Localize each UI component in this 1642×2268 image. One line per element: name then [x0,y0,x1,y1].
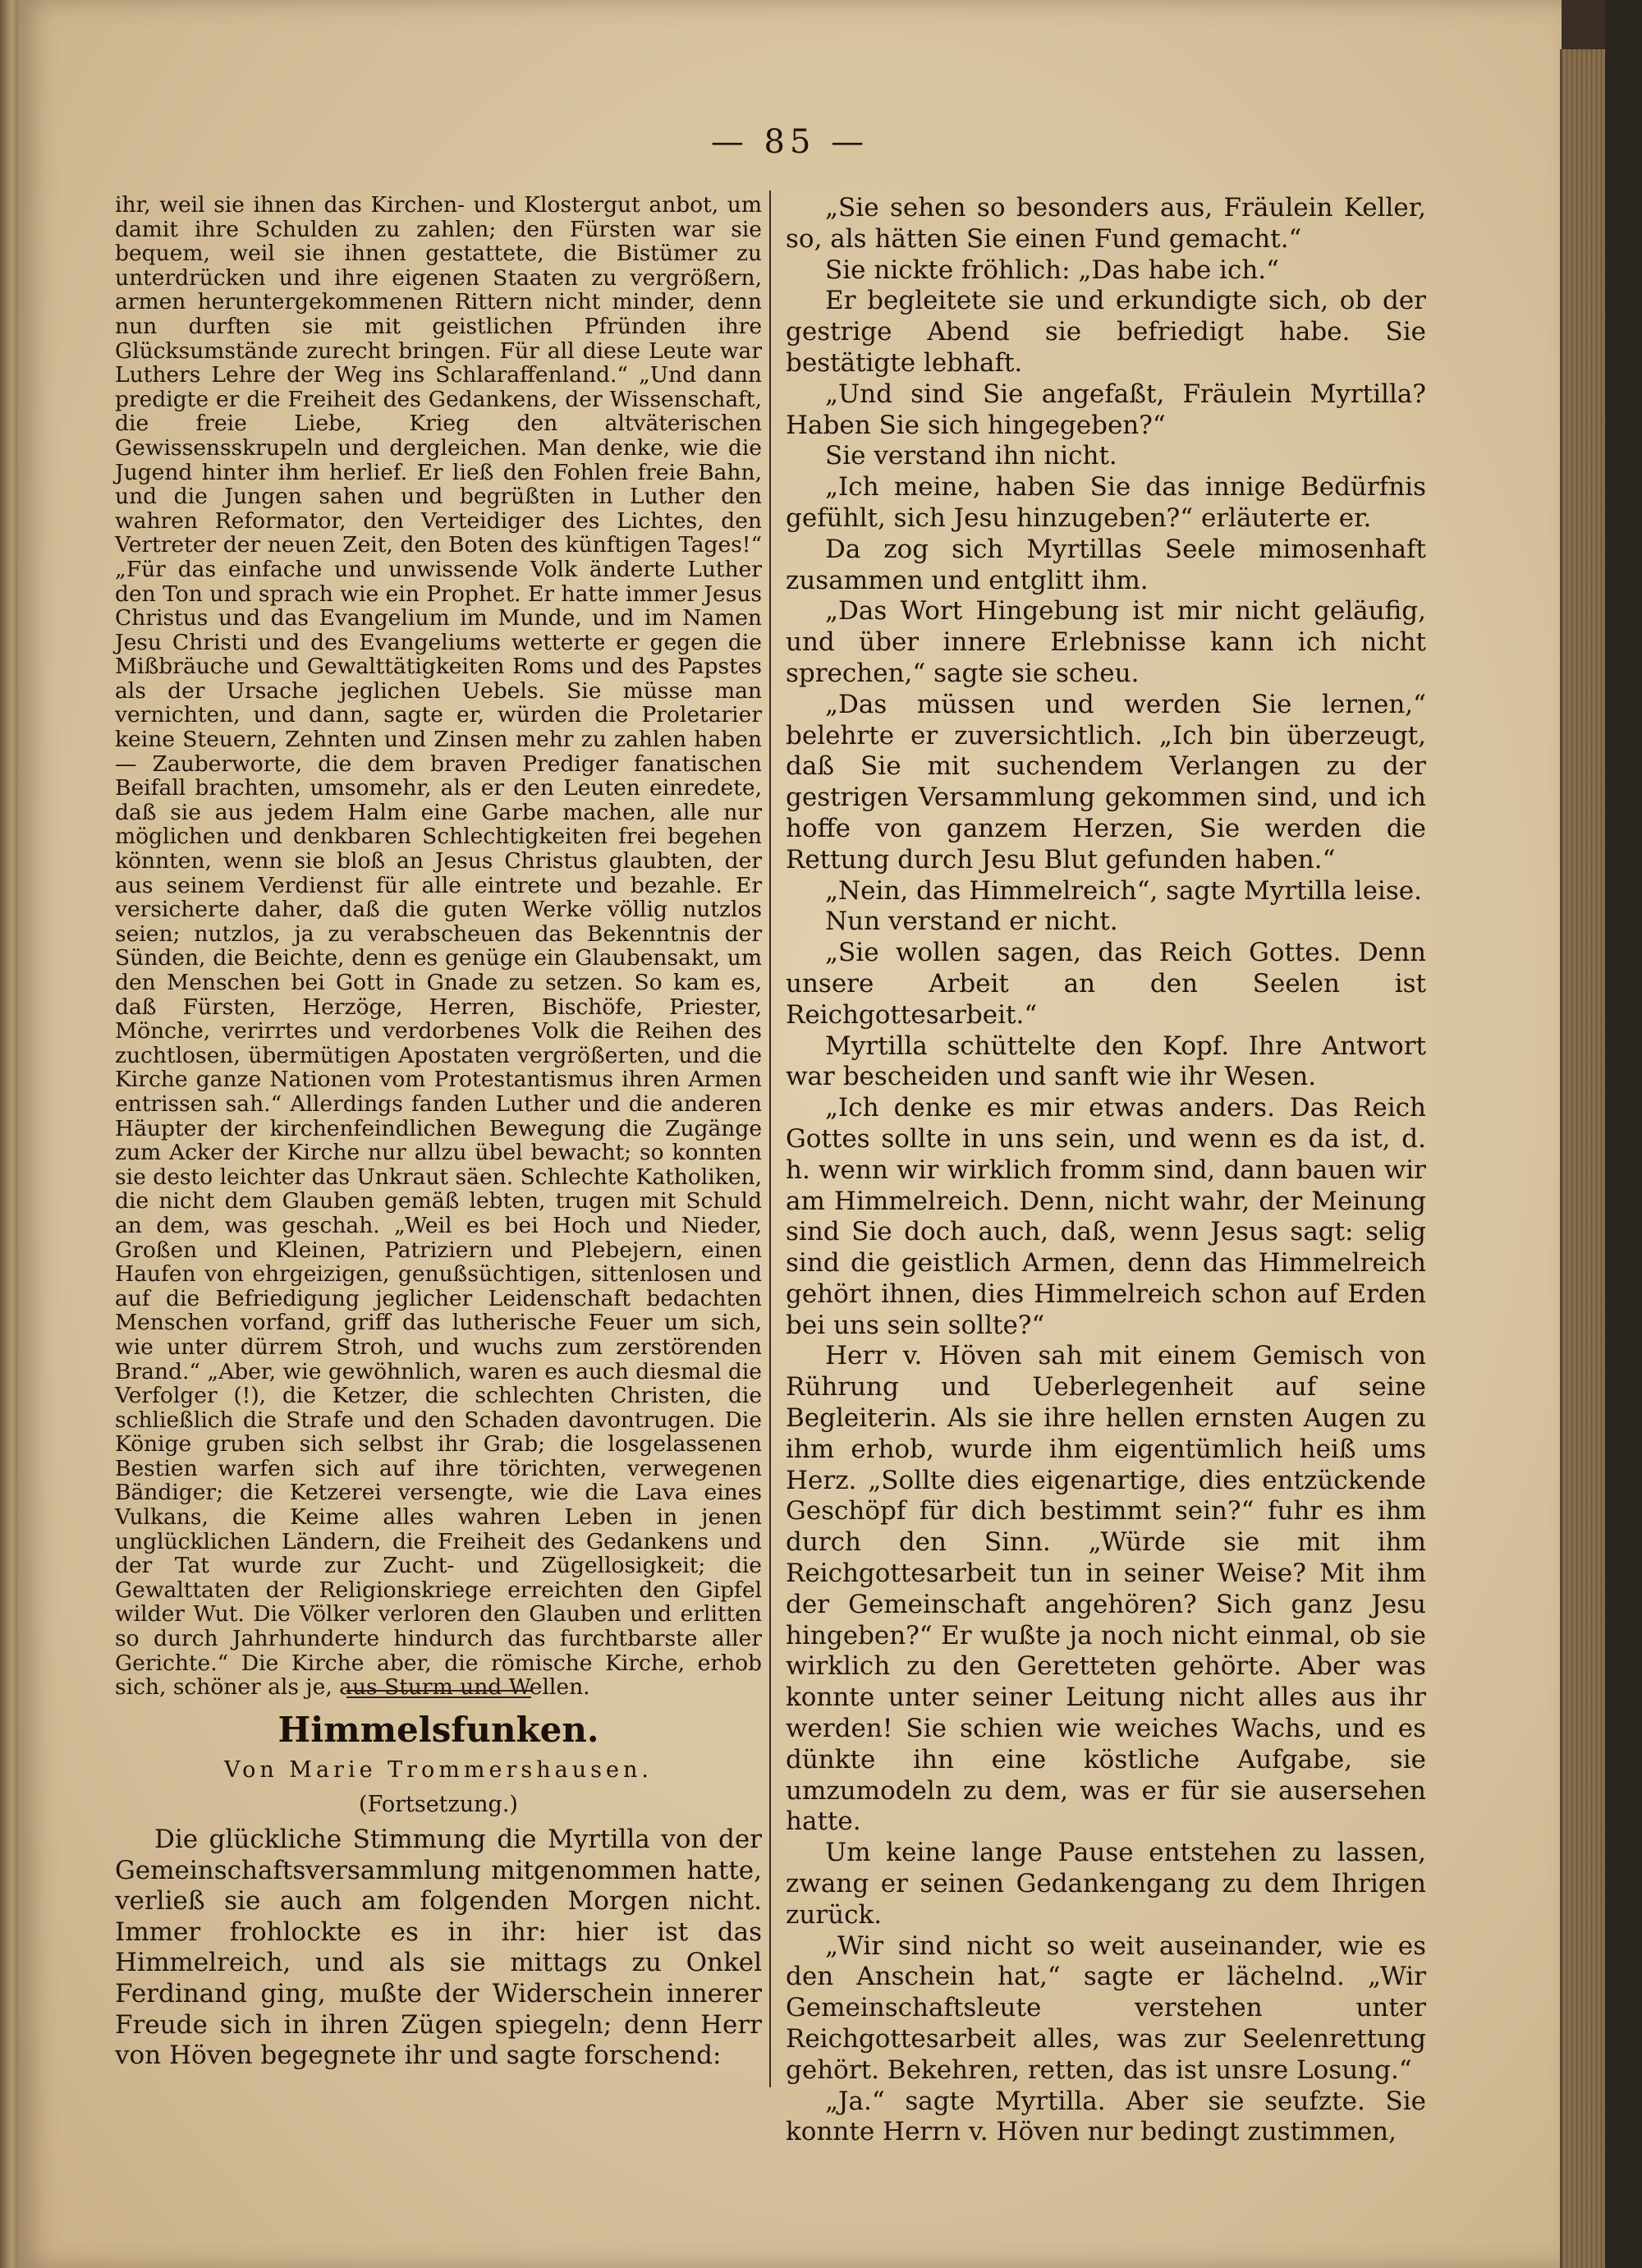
column-divider [769,191,771,2087]
right-paragraph: Nun verstand er nicht. [825,907,1118,937]
right-paragraph: „Das müssen und werden Sie lernen,“ belehrte er zuversichtlich. „Ich bin überzeugt, daß Sie mit suchendem Verlangen zu der gestrigen Versammlung gekommen sind, und ich hoffe von ganzem Herzen, Sie werden die Rettung durch Jesu Blut gefunden haben.“ [786,689,1426,875]
book-page [18,0,1562,2268]
right-paragraph: „Ich denke es mir etwas anders. Das Reich Gottes sollte in uns sein, und wenn es da ist, d. h. wenn wir wirklich fromm sind, dann bauen wir am Himmelreich. Denn, nicht wahr, der Meinung sind Sie doch auch, daß, wenn Jesus sagt: selig sind die geistlich Armen, denn das Himmelreich gehört ihnen, dies Himmelreich schon auf Erden bei uns sein sollte?“ [786,1093,1426,1340]
story-body [115,1825,762,2072]
right-paragraph: Er begleitete sie und erkundigte sich, ob der gestrige Abend sie befriedigt habe. Sie bestätigte lebhaft. [786,286,1426,378]
right-paragraph: Herr v. Höven sah mit einem Gemisch von Rührung und Ueberlegenheit auf seine Begleiterin. Als sie ihre hellen ernsten Augen zu ihm erhob, wurde ihm eigentümlich heiß ums Herz. „Sollte dies eigenartige, dies entzückende Geschöpf für dich bestimmt sein?“ fuhr es ihm durch den Sinn. „Würde sie mit ihm Reichgottesarbeit tun in seiner Weise? Mit ihm der Gemeinschaft angehören? Sich ganz Jesu hingeben?“ Er wußte ja noch nicht einmal, ob sie wirklich zu den Geretteten gehörte. Aber was konnte unter seiner Leitung nicht alles aus ihr werden! Sie schien wie weiches Wachs, und es dünkte ihn eine köstliche Aufgabe, sie umzumodeln zu dem, was er für sie ausersehen hatte. [786,1341,1426,1837]
story-continuation: (Fortsetzung.) [359,1792,518,1817]
right-paragraph: „Wir sind nicht so weit auseinander, wie es den Anschein hat,“ sagte er lächelnd. „Wir Gemeinschaftsleute verstehen unter Reichgottesarbeit alles, was zur Seelenrettung gehört. Bekehren, retten, das ist unsre Losung.“ [786,1931,1426,2085]
right-paragraph: Myrtilla schüttelte den Kopf. Ihre Antwort war bescheiden und sanft wie ihr Wesen. [786,1031,1426,1092]
section-rule [346,1690,531,1698]
story-title: Himmelsfunken. [277,1710,599,1750]
right-paragraph: „Sie wollen sagen, das Reich Gottes. Denn unsere Arbeit an den Seelen ist Reichgottesarbeit.“ [786,938,1426,1030]
right-paragraph: „Ich meine, haben Sie das innige Bedürfnis gefühlt, sich Jesu hinzugeben?“ erläuterte er. [786,472,1426,533]
right-paragraph: Sie verstand ihn nicht. [825,441,1117,471]
left-column [115,193,762,1700]
right-paragraph: „Das Wort Hingebung ist mir nicht geläufig, und über innere Erlebnisse kann ich nicht sprechen,“ sagte sie scheu. [786,596,1426,688]
right-paragraph: Um keine lange Pause entstehen zu lassen, zwang er seinen Gedankengang zu dem Ihrigen zurück. [786,1838,1426,1930]
adjacent-page-edge [0,0,20,2268]
page-number: — 85 — [710,123,869,161]
right-paragraph: Da zog sich Myrtillas Seele mimosenhaft zusammen und entglitt ihm. [786,534,1426,595]
book-cover-edge [1605,0,1642,2268]
right-paragraph: „Nein, das Himmelreich“, sagte Myrtilla leise. [825,875,1422,906]
right-paragraph: „Und sind Sie angefaßt, Fräulein Myrtilla? Haben Sie sich hingegeben?“ [786,379,1426,440]
right-paragraph: „Ja.“ sagte Myrtilla. Aber sie seufzte. Sie konnte Herrn v. Höven nur bedingt zustimmen, [786,2086,1426,2147]
right-paragraph: Sie nickte fröhlich: „Das habe ich.“ [825,255,1280,285]
left-paragraph: ihr, weil sie ihnen das Kirchen- und Klostergut anbot, um damit ihre Schulden zu zahlen; den Fürsten war sie bequem, weil sie ihnen gestattete, die Bistümer zu unterdrücken und ihre eigenen Staaten zu vergrößern, armen heruntergekommenen Rittern nicht minder, denn nun durften sie mit geistlichen Pfründen ihre Glücksumstände zurecht bringen. Für all diese Leute war Luthers Lehre der Weg ins Schlaraffenland.“ „Und dann predigte er die Freiheit des Gedankens, der Wissenschaft, die freie Liebe, Krieg den altväterischen Gewissensskrupeln und dergleichen. Man denke, wie die Jugend hinter ihm herlief. Er ließ den Fohlen freie Bahn, und die Jungen sahen und begrüßten in Luther den wahren Reformator, den Verteidiger des Lichtes, den Vertreter der neuen Zeit, den Boten des künftigen Tages!“ „Für das einfache und unwissende Volk änderte Luther den Ton und sprach wie ein Prophet. Er hatte immer Jesus Christus und das Evangelium im Munde, und im Namen Jesu Christi und des Evangeliums wetterte er gegen die Mißbräuche und Gewalttätigkeiten Roms und des Papstes als der Ursache jeglichen Uebels. Sie müsse man vernichten, und dann, sagte er, würden die Proletarier keine Steuern, Zehnten und Zinsen mehr zu zahlen haben — Zauberworte, die dem braven Prediger fanatischen Beifall brachten, umsomehr, als er den Leuten einredete, daß sie aus jedem Halm eine Garbe machen, alle nur möglichen und denkbaren Schlechtigkeiten frei begehen könnten, wenn sie bloß an Jesus Christus glaubten, der aus seinem Verdienst für alle eintrete und bezahle. Er versicherte daher, daß die guten Werke völlig nutzlos seien; nutzlos, ja zu verabscheuen das Bekenntnis der Sünden, die Beichte, denn es genüge ein Glaubensakt, um den Menschen bei Gott in Gnade zu setzen. So kam es, daß Fürsten, Herzöge, Herren, Bischöfe, Priester, Mönche, verirrtes und verdorbenes Volk die Reihen des zuchtlosen, übermütigen Apostaten vergrößerten, und die Kirche ganze Nationen vom Protestantismus ihren Armen entrissen sah.“ Allerdings fanden Luther und die anderen Häupter der kirchenfeindlichen Bewegung die Zugänge zum Acker der Kirche nur allzu übel bewacht; so konnten sie desto leichter das Unkraut säen. Schlechte Katholiken, die nicht dem Glauben gemäß lebten, trugen mit Schuld an dem, was geschah. „Weil es bei Hoch und Nieder, Großen und Kleinen, Patriziern und Plebejern, einen Haufen von ehrgeizigen, genußsüchtigen, sittenlosen und auf die Befriedigung jeglicher Leidenschaft bedachten Menschen vorfand, griff das lutherische Feuer um sich, wie unter dürrem Stroh, und wuchs zum zerstörenden Brand.“ „Aber, wie gewöhnlich, waren es auch diesmal die Verfolger (!), die Ketzer, die schlechten Christen, die schließlich die Strafe und den Schaden davontrugen. Die Könige gruben sich selbst ihr Grab; die losgelassenen Bestien warfen sich auf ihre törichten, verwegenen Bändiger; die Ketzerei versengte, wie die Lava eines Vulkans, die Keime alles wahren Leben in jenen unglücklichen Ländern, die Freiheit des Gedankens und der Tat wurde zur Zucht- und Zügellosigkeit; die Gewalttaten der Religionskriege erreichten den Gipfel wilder Wut. Die Völker verloren den Glauben und erlitten so durch Jahrhunderte hindurch das furchtbarste aller Gerichte.“ Die Kirche aber, die römische Kirche, erhob sich, schöner als je, aus Sturm und Wellen. [115,192,762,1701]
right-column [786,193,1426,2148]
right-paragraph: „Sie sehen so besonders aus, Fräulein Keller, so, als hätten Sie einen Fund gemacht.“ [786,193,1426,254]
story-paragraph: Die glückliche Stimmung die Myrtilla von der Gemeinschaftsversammlung mitgenommen hatte, verließ sie auch am folgenden Morgen nicht. Immer frohlockte es in ihr: hier ist das Himmelreich, und als sie mittags zu Onkel Ferdinand ging, mußte der Widerschein innerer Freude sich in ihren Zügen spiegeln; denn Herr von Höven begegnete ihr und sagte forschend: [115,1825,762,2071]
story-author: Von Marie Trommershausen. [224,1757,653,1783]
